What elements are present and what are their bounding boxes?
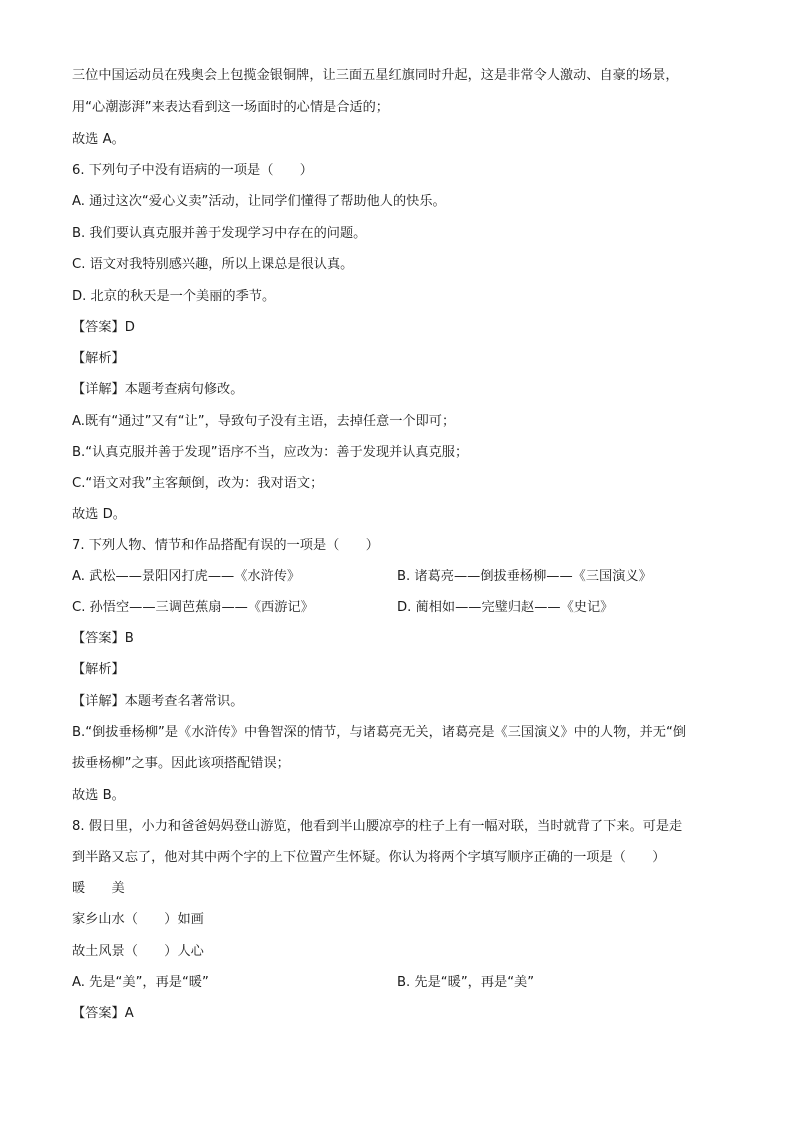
text-line: 拔垂杨柳”之事。因此该项搭配错误； bbox=[72, 756, 290, 771]
couplet-line-2: 故土风景（ ）人心 bbox=[72, 944, 204, 959]
option-b: B. 我们要认真克服并善于发现学习中存在的问题。 bbox=[72, 226, 367, 241]
option-d: D. 北京的秋天是一个美丽的季节。 bbox=[72, 289, 276, 304]
text-line: 故选 A。 bbox=[72, 132, 125, 147]
analysis-label: 【解析】 bbox=[72, 351, 125, 366]
option-a: A. 先是“美”，再是“暖” bbox=[72, 975, 209, 990]
question-7: 7. 下列人物、情节和作品搭配有误的一项是（ ） bbox=[72, 538, 379, 553]
analysis-label: 【解析】 bbox=[72, 662, 125, 677]
text-line: C.“语文对我”主客颠倒，改为：我对语文； bbox=[72, 476, 324, 491]
question-8: 8. 假日里，小力和爸爸妈妈登山游览，他看到半山腰凉亭的柱子上有一幅对联，当时就背了下来。可是走 bbox=[72, 819, 683, 834]
answer-label: 【答案】B bbox=[72, 631, 134, 646]
text-line: 三位中国运动员在残奥会上包揽金银铜牌，让三面五星红旗同时升起，这是非常令人激动、自豪的场景， bbox=[72, 68, 679, 83]
option-a: A. 武松——景阳冈打虎——《水浒传》 bbox=[72, 569, 301, 584]
text-line: 故选 D。 bbox=[72, 507, 126, 522]
option-d: D. 蔺相如——完璧归赵——《史记》 bbox=[397, 600, 614, 615]
option-b: B. 诸葛亮——倒拔垂杨柳——《三国演义》 bbox=[397, 569, 652, 584]
detail-label: 【详解】本题考查名著常识。 bbox=[72, 694, 244, 709]
text-line: B.“认真克服并善于发现”语序不当，应改为：善于发现并认真克服； bbox=[72, 445, 469, 460]
option-c: C. 孙悟空——三调芭蕉扇——《西游记》 bbox=[72, 600, 314, 615]
text-line: 到半路又忘了，他对其中两个字的上下位置产生怀疑。你认为将两个字填写顺序正确的一项是（ ） bbox=[72, 850, 666, 865]
text-line: 用“心潮澎湃”来表达看到这一场面时的心情是合适的； bbox=[72, 100, 389, 115]
candidate-words: 暖 美 bbox=[72, 881, 125, 896]
option-a: A. 通过这次“爱心义卖”活动，让同学们懂得了帮助他人的快乐。 bbox=[72, 194, 446, 209]
answer-label: 【答案】D bbox=[72, 320, 135, 335]
detail-label: 【详解】本题考查病句修改。 bbox=[72, 382, 244, 397]
option-c: C. 语文对我特别感兴趣，所以上课总是很认真。 bbox=[72, 257, 354, 272]
question-6: 6. 下列句子中没有语病的一项是（ ） bbox=[72, 163, 313, 178]
option-b: B. 先是“暖”，再是“美” bbox=[397, 975, 535, 990]
answer-label: 【答案】A bbox=[72, 1006, 134, 1021]
text-line: B.“倒拔垂杨柳”是《水浒传》中鲁智深的情节，与诸葛亮无关，诸葛亮是《三国演义》中的人物，并无“倒 bbox=[72, 725, 686, 740]
couplet-line-1: 家乡山水（ ）如画 bbox=[72, 912, 204, 927]
text-line: 故选 B。 bbox=[72, 788, 125, 803]
text-line: A.既有“通过”又有“让”，导致句子没有主语，去掉任意一个即可； bbox=[72, 414, 456, 429]
